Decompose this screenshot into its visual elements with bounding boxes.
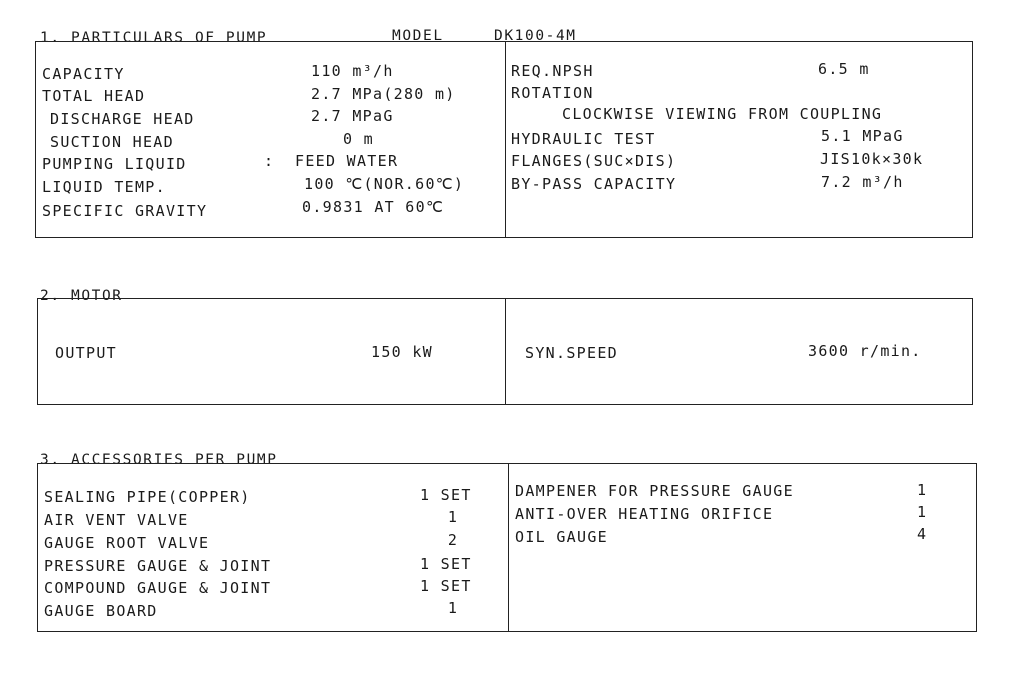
capacity-label: CAPACITY: [42, 65, 125, 83]
syn-speed-label: SYN.SPEED: [525, 344, 618, 362]
liquid-temp-label: LIQUID TEMP.: [42, 178, 166, 196]
flanges-value: JIS10k×30k: [820, 150, 924, 168]
accessory-qty: 1 SET: [420, 486, 472, 504]
bypass-capacity-label: BY-PASS CAPACITY: [511, 175, 677, 193]
model-value: DK100-4M: [494, 28, 577, 44]
accessory-item: AIR VENT VALVE: [44, 511, 189, 529]
section3-heading: 3. ACCESSORIES PER PUMP: [40, 452, 278, 468]
accessories-box: [37, 463, 977, 632]
suction-head-label: SUCTION HEAD: [50, 133, 174, 151]
motor-output-value: 150 kW: [371, 343, 433, 361]
rotation-value: CLOCKWISE VIEWING FROM COUPLING: [562, 105, 883, 123]
total-head-label: TOTAL HEAD: [42, 87, 146, 105]
model-label: MODEL: [392, 28, 444, 44]
accessory-item: PRESSURE GAUGE & JOINT: [44, 557, 272, 575]
accessory-item: DAMPENER FOR PRESSURE GAUGE: [515, 482, 794, 500]
pumping-liquid-label: PUMPING LIQUID: [42, 155, 187, 173]
pump-particulars-divider: [505, 42, 506, 237]
accessories-divider: [508, 464, 509, 631]
liquid-temp-value: 100 ℃(NOR.60℃): [304, 175, 465, 193]
motor-box: [37, 298, 973, 405]
hydraulic-test-value: 5.1 MPaG: [821, 127, 904, 145]
section2-heading: 2. MOTOR: [40, 288, 123, 304]
accessory-qty: 2: [447, 531, 459, 549]
accessory-item: COMPOUND GAUGE & JOINT: [44, 579, 272, 597]
accessory-item: GAUGE BOARD: [44, 602, 158, 620]
motor-divider: [505, 299, 506, 404]
suction-head-value: 0 m: [343, 130, 374, 148]
accessory-qty: 1 SET: [420, 555, 472, 573]
discharge-head-value: 2.7 MPaG: [311, 107, 394, 125]
specific-gravity-label: SPECIFIC GRAVITY: [42, 202, 208, 220]
section1-heading: 1. PARTICULARS OF PUMP: [40, 30, 268, 46]
accessory-qty: 1: [447, 599, 459, 617]
accessory-item: GAUGE ROOT VALVE: [44, 534, 210, 552]
accessory-qty: 1: [917, 481, 928, 499]
motor-output-label: OUTPUT: [55, 344, 117, 362]
capacity-value: 110 m³/h: [311, 62, 394, 80]
accessory-qty: 4: [917, 525, 928, 543]
pump-particulars-box: [35, 41, 973, 238]
pumping-liquid-value: : FEED WATER: [264, 152, 399, 170]
accessory-item: SEALING PIPE(COPPER): [44, 488, 251, 506]
bypass-capacity-value: 7.2 m³/h: [821, 173, 904, 191]
rotation-label: ROTATION: [511, 84, 594, 102]
hydraulic-test-label: HYDRAULIC TEST: [511, 130, 656, 148]
total-head-value: 2.7 MPa(280 m): [311, 85, 456, 103]
discharge-head-label: DISCHARGE HEAD: [50, 110, 195, 128]
accessory-qty: 1: [447, 508, 459, 526]
flanges-label: FLANGES(SUC×DIS): [511, 152, 677, 170]
syn-speed-value: 3600 r/min.: [808, 342, 922, 360]
req-npsh-value: 6.5 m: [818, 60, 870, 78]
accessory-qty: 1: [917, 503, 928, 521]
accessory-item: OIL GAUGE: [515, 528, 608, 546]
accessory-item: ANTI-OVER HEATING ORIFICE: [515, 505, 774, 523]
req-npsh-label: REQ.NPSH: [511, 62, 594, 80]
accessory-qty: 1 SET: [420, 577, 472, 595]
specific-gravity-value: 0.9831 AT 60℃: [302, 198, 445, 216]
